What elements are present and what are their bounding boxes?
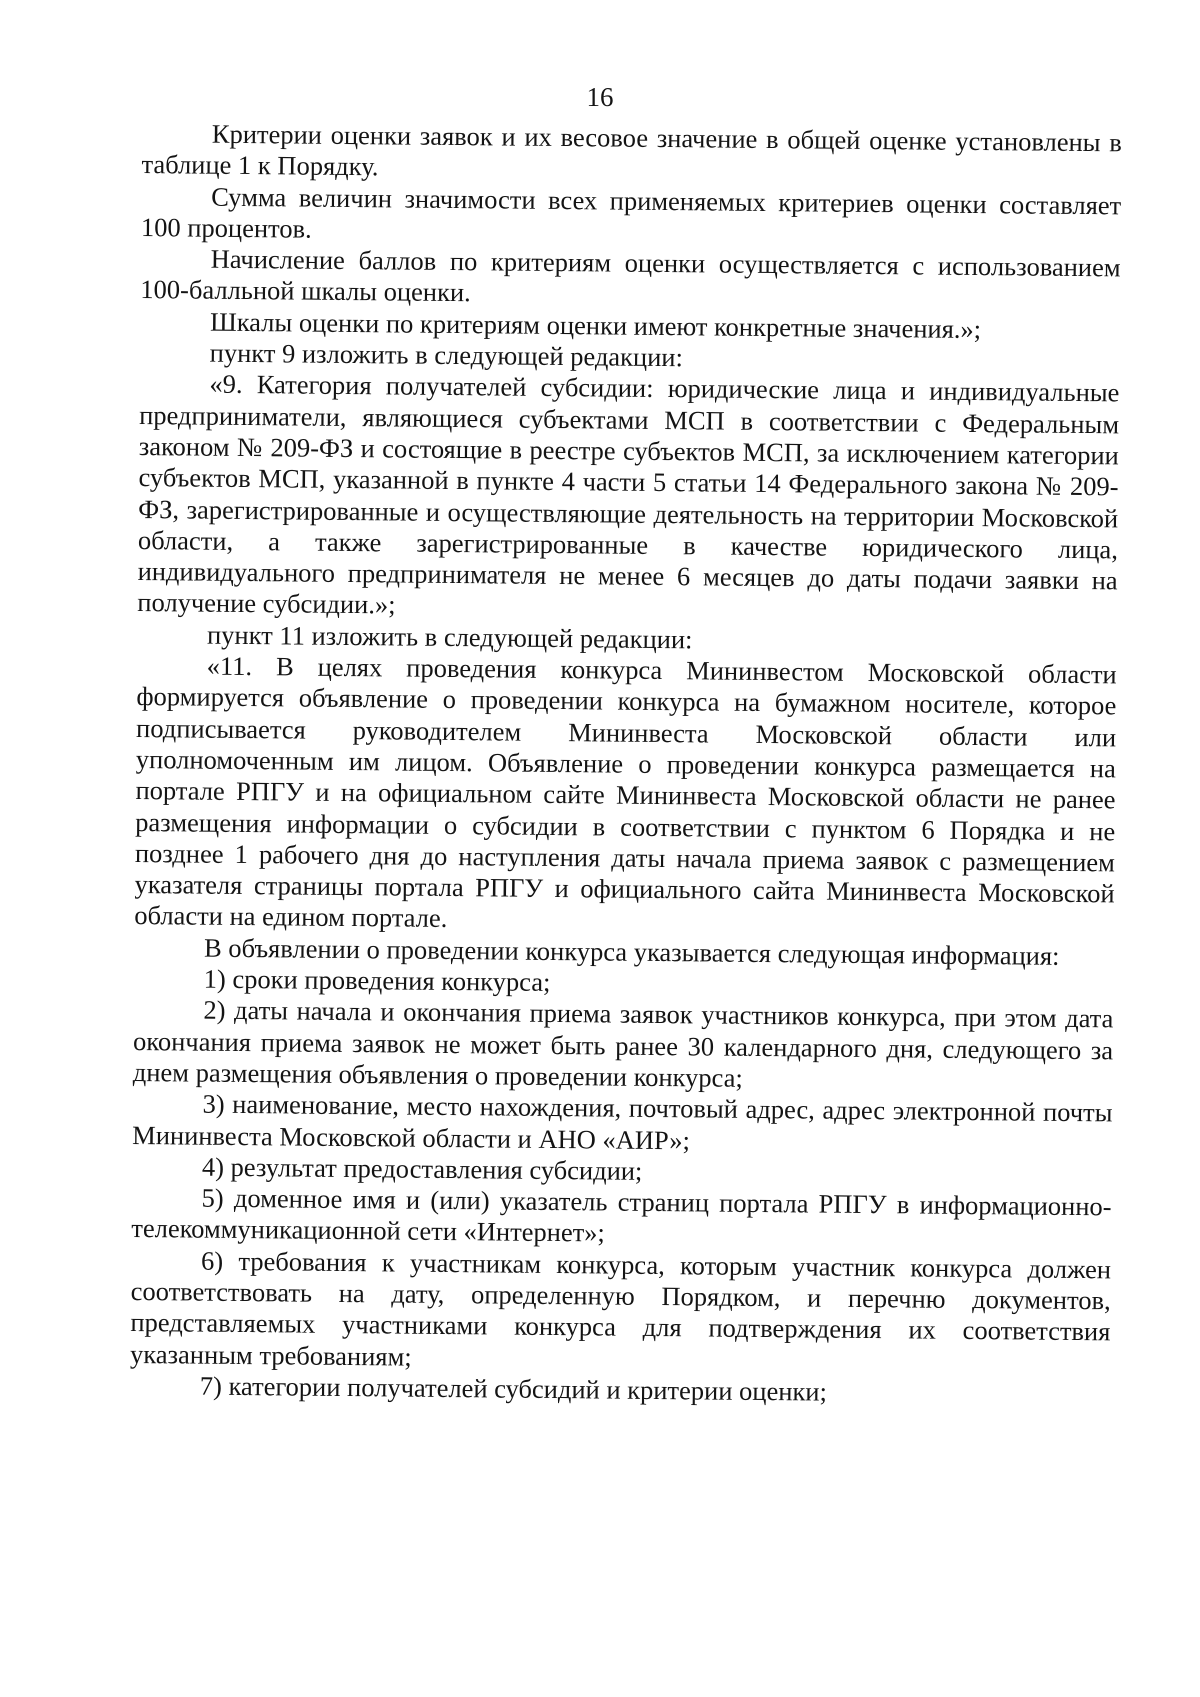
paragraph-scale-values: Шкалы оценки по критериям оценки имеют конкретные значения.»; bbox=[209, 306, 982, 344]
list-item-2: 2) даты начала и окончания приема заявок участников конкурса, при этом дата окончания приема заявок не может быть ранее 30 календарного дня, следующего за днем размещения объявления о проведении конкурса; bbox=[132, 994, 1114, 1093]
paragraph-item-11: «11. В целях проведения конкурса Мининвестом Московской области формируется объявление о проведении конкурса на бумажном носителе, которое подписывается руководителем Мининвеста Московской области или уполномоченным им лицом. Объявление о проведении конкурса размещается на портале РПГУ и на официальном сайте Мининвеста Московской области не ранее размещения информации о субсидии в соответствии с пунктом 6 Порядка и не позднее 1 рабочего дня до наступления даты начала приема заявок с размещением указателя страницы портала РПГУ и официального сайта Мининвеста Московской области на едином портале. bbox=[134, 650, 1117, 934]
list-item-6: 6) требования к участникам конкурса, которым участник конкурса должен соответствовать на дату, определенную Порядком, и перечню документов, представляемых участниками конкурса для подтверждения их соответствия указанным требованиям; bbox=[129, 1245, 1112, 1372]
paragraph-scoring-scale: Начисление баллов по критериям оценки осуществляется с использованием 100-балльной шкалы оценки. bbox=[140, 243, 1121, 308]
list-item-7: 7) категории получателей субсидий и критерии оценки; bbox=[199, 1370, 828, 1407]
paragraph-criteria-weights: Критерии оценки заявок и их весовое значение в общей оценке установлены в таблице 1 к Порядку. bbox=[141, 118, 1122, 182]
list-item-5: 5) доменное имя и (или) указатель страниц портала РПГУ в информационно-телекоммуникационной сети «Интернет»; bbox=[131, 1182, 1112, 1248]
paragraph-item-9: «9. Категория получателей субсидии: юридические лица и индивидуальные предприниматели, являющиеся субъектами МСП в соответствии с Федеральным законом № 209-ФЗ и состоящие в реестре субъектов МСП, за исключением категории субъектов МСП, указанной в пункте 4 части 5 статьи 14 Федерального закона № 209-ФЗ, зарегистрированные и осуществляющие деятельность на территории Московской области, а также зарегистрированные в качестве юридического лица, индивидуального предпринимателя не менее 6 месяцев до даты подачи заявки на получение субсидии.»; bbox=[137, 369, 1120, 620]
page-number: 16 bbox=[586, 82, 614, 112]
list-item-3: 3) наименование, место нахождения, почтовый адрес, адрес электронной почты Мининвеста Московской области и АНО «АИР»; bbox=[132, 1088, 1113, 1155]
paragraph-announcement-info: В объявлении о проведении конкурса указывается следующая информация: bbox=[203, 932, 1060, 971]
list-item-4: 4) результат предоставления субсидии; bbox=[201, 1151, 643, 1186]
document-body bbox=[130, 118, 1122, 1411]
paragraph-item-9-intro: пункт 9 изложить в следующей редакции: bbox=[209, 337, 684, 373]
paragraph-criteria-sum: Сумма величин значимости всех применяемых критериев оценки составляет 100 процентов. bbox=[140, 181, 1122, 244]
list-item-1: 1) сроки проведения конкурса; bbox=[203, 963, 551, 997]
paragraph-item-11-intro: пункт 11 изложить в следующей редакции: bbox=[206, 619, 693, 655]
